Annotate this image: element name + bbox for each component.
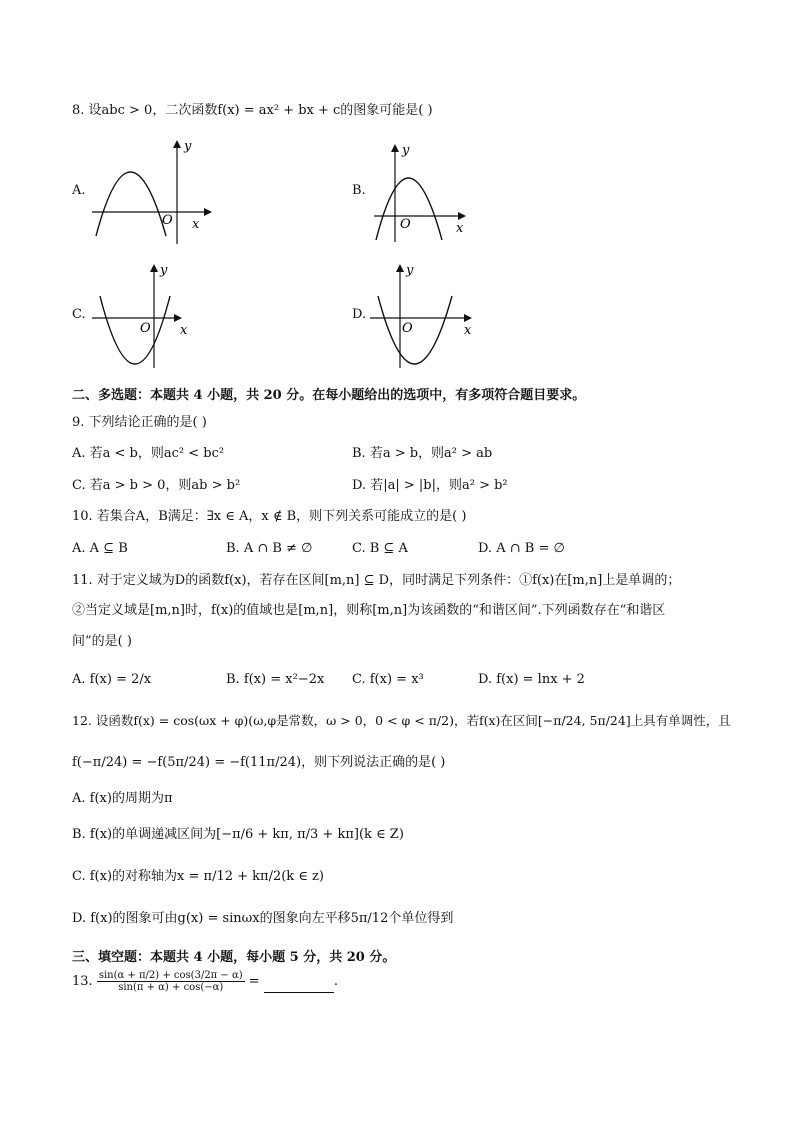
q11-option-a: A. f(x) = 2/x <box>72 672 152 687</box>
q13-end: . <box>333 974 338 989</box>
q12-option-d: D. f(x)的图象可由g(x) = sinωx的图象向左平移5π/12个单位得到 <box>72 911 454 926</box>
q8-d-y-label: y <box>406 263 414 278</box>
q8-a-x-label: x <box>192 217 200 232</box>
q8-graph-a <box>88 136 218 248</box>
q8-b-y-label: y <box>402 143 410 158</box>
q8-d-origin: O <box>402 321 413 336</box>
q8-d-x-label: x <box>464 323 472 338</box>
q13-numerator: sin(α + π/2) + cos(3/2π − α) <box>98 970 243 981</box>
q8-b-x-label: x <box>456 221 464 236</box>
q9-option-d: D. 若|a| > |b|，则a² > b² <box>352 478 508 493</box>
q8-a-y-label: y <box>184 139 192 154</box>
q12-option-c: C. f(x)的对称轴为x = π/12 + kπ/2(k ∈ z) <box>72 869 324 884</box>
q10-option-d: D. A ∩ B = ∅ <box>478 541 565 556</box>
q12-line-2: f(−π/24) = −f(5π/24) = −f(11π/24)，则下列说法正确的是( ) <box>72 755 446 770</box>
q9-stem: 9. 下列结论正确的是( ) <box>72 415 207 430</box>
q11-option-d: D. f(x) = lnx + 2 <box>478 672 585 687</box>
q8-option-a-label: A. <box>72 183 86 198</box>
q9-option-c: C. 若a > b > 0，则ab > b² <box>72 478 241 493</box>
q9-option-b: B. 若a > b，则a² > ab <box>352 446 493 461</box>
q11-option-c: C. f(x) = x³ <box>352 672 424 687</box>
q13-denominator: sin(π + α) + cos(−α) <box>118 982 224 993</box>
q12-option-b: B. f(x)的单调递减区间为[−π/6 + kπ, π/3 + kπ](k ∈ Z) <box>72 827 404 842</box>
q11-line-1: 11. 对于定义域为D的函数f(x)，若存在区间[m,n] ⊆ D，同时满足下列条件：①f(x)在[m,n]上是单调的； <box>72 573 681 588</box>
q8-option-b-label: B. <box>352 183 366 198</box>
q8-graph-b <box>370 140 480 246</box>
q13-answer-blank[interactable] <box>264 978 334 993</box>
q10-option-b: B. A ∩ B ≠ ∅ <box>226 541 313 556</box>
q8-c-x-label: x <box>180 323 188 338</box>
section-2-header: 二、多选题：本题共 4 小题，共 20 分。在每小题给出的选项中，有多项符合题目要求。 <box>72 388 586 403</box>
section-3-header: 三、填空题：本题共 4 小题，每小题 5 分，共 20 分。 <box>72 950 396 965</box>
q11-line-3: 间”的是( ) <box>72 634 132 649</box>
q8-b-origin: O <box>400 217 411 232</box>
q13 <box>72 970 338 993</box>
q13-fraction <box>97 970 245 993</box>
q8-a-origin: O <box>162 213 173 228</box>
q11-option-b: B. f(x) = x²−2x <box>226 672 325 687</box>
q8-c-y-label: y <box>160 263 168 278</box>
q8-graph-c <box>90 260 200 372</box>
q8-stem: 8. 设abc > 0，二次函数f(x) = ax² + bx + c的图象可能是( ) <box>72 103 433 118</box>
q9-option-a: A. 若a < b，则ac² < bc² <box>72 446 225 461</box>
q12-line-1: 12. 设函数f(x) = cos(ωx + φ)(ω,φ是常数，ω > 0，0 < φ < π/2)，若f(x)在区间[−π/24, 5π/24]上具有单调性，且 <box>72 713 731 728</box>
q10-option-a: A. A ⊆ B <box>72 541 128 556</box>
q11-line-2: ②当定义域是[m,n]时，f(x)的值域也是[m,n]，则称[m,n]为该函数的“和谐区间”.下列函数存在“和谐区 <box>72 603 666 618</box>
q10-option-c: C. B ⊆ A <box>352 541 408 556</box>
q8-graph-d <box>368 260 480 372</box>
q13-label: 13. <box>72 974 93 989</box>
q8-c-origin: O <box>140 321 151 336</box>
q8-option-d-label: D. <box>352 307 367 322</box>
q8-option-c-label: C. <box>72 307 86 322</box>
q10-stem: 10. 若集合A，B满足：∃x ∈ A，x ∉ B，则下列关系可能成立的是( ) <box>72 509 467 524</box>
q12-option-a: A. f(x)的周期为π <box>72 791 173 806</box>
q13-equals: = <box>248 974 260 989</box>
